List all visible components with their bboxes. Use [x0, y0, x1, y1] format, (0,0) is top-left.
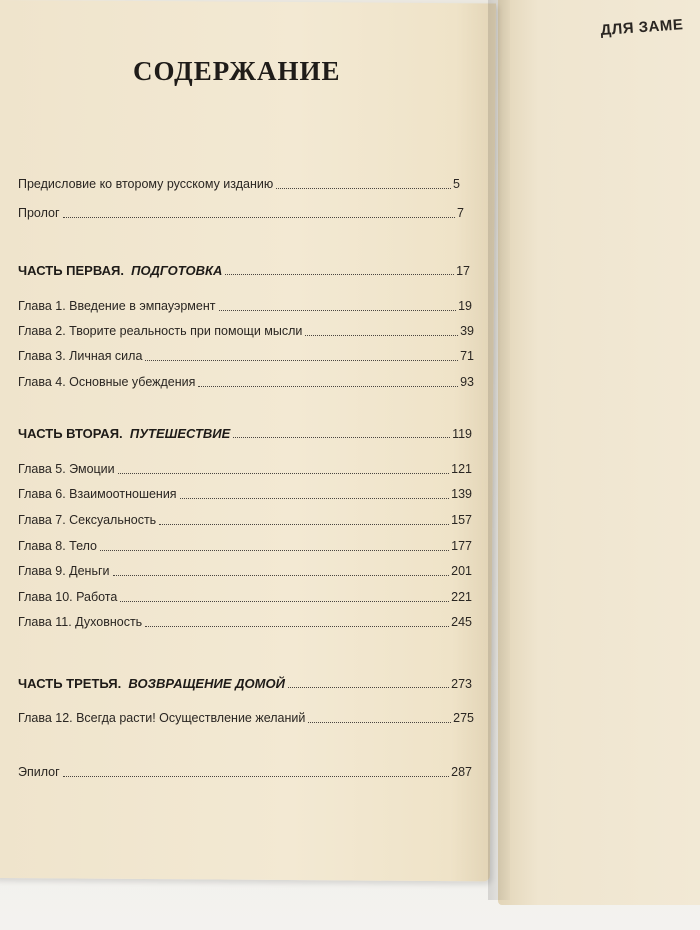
toc-entry-label: Глава 9. Деньги	[18, 564, 110, 578]
toc-entry-page: 139	[451, 487, 472, 501]
toc-entry-label: Глава 8. Тело	[18, 539, 97, 553]
part-title: ПОДГОТОВКА	[131, 263, 223, 278]
toc-entry-page: 17	[456, 263, 470, 278]
dot-leader	[63, 775, 449, 777]
toc-title: СОДЕРЖАНИЕ	[133, 56, 341, 86]
toc-entry-chapter-2	[18, 325, 474, 338]
toc-entry-chapter-1	[18, 300, 472, 313]
toc-entry-label: Глава 6. Взаимоотношения	[18, 487, 177, 501]
dot-leader	[225, 273, 454, 275]
toc-entry-label: Глава 5. Эмоции	[18, 462, 115, 476]
toc-part-two	[18, 427, 472, 440]
toc-entry-page: 157	[451, 513, 472, 527]
toc-entry-page: 201	[451, 564, 472, 578]
toc-entry-chapter-5	[18, 463, 472, 476]
toc-entry-chapter-9	[18, 565, 472, 578]
toc-entry-preface	[18, 178, 460, 191]
dot-leader	[120, 600, 449, 602]
dot-leader	[145, 359, 458, 361]
toc-entry-label: Глава 3. Личная сила	[18, 349, 143, 363]
toc-entry-page: 245	[451, 615, 472, 629]
toc-entry-label: Глава 4. Основные убеждения	[18, 375, 196, 389]
toc-entry-page: 5	[453, 177, 460, 191]
dot-leader	[100, 549, 449, 551]
toc-entry-prologue	[18, 207, 464, 220]
toc-entry-page: 121	[451, 462, 472, 476]
toc-entry-chapter-11	[18, 616, 472, 629]
toc-entry-label: Глава 10. Работа	[18, 590, 118, 604]
toc-entry-label: Пролог	[18, 206, 60, 220]
dot-leader	[276, 187, 451, 189]
toc-entry-page: 273	[451, 676, 472, 691]
toc-entry-label: Глава 1. Введение в эмпауэрмент	[18, 299, 216, 313]
part-number: ЧАСТЬ ТРЕТЬЯ.	[18, 676, 122, 691]
dot-leader	[63, 216, 455, 218]
toc-entry-chapter-7	[18, 514, 472, 527]
part-number: ЧАСТЬ ПЕРВАЯ.	[18, 263, 124, 278]
toc-entry-chapter-4	[18, 376, 474, 389]
dot-leader	[145, 625, 449, 627]
toc-entry-label: Глава 11. Духовность	[18, 615, 143, 629]
dot-leader	[233, 436, 450, 438]
toc-entry-chapter-6	[18, 488, 472, 501]
toc-part-label	[18, 264, 222, 277]
toc-entry-chapter-12	[18, 712, 474, 725]
toc-entry-chapter-3	[18, 350, 474, 363]
part-title: ВОЗВРАЩЕНИЕ ДОМОЙ	[128, 676, 285, 691]
right-page	[498, 0, 700, 905]
dot-leader	[305, 334, 458, 336]
toc-entry-page: 287	[451, 765, 472, 779]
part-title: ПУТЕШЕСТВИЕ	[129, 426, 231, 441]
book-gutter	[488, 0, 510, 900]
toc-entry-label: Глава 7. Сексуальность	[18, 513, 157, 527]
toc-entry-page: 7	[457, 206, 464, 220]
dot-leader	[159, 523, 449, 525]
dot-leader	[180, 497, 450, 499]
toc-entry-epilogue	[18, 766, 472, 779]
toc-entry-chapter-8	[18, 540, 472, 553]
part-number: ЧАСТЬ ВТОРАЯ.	[18, 426, 123, 441]
toc-entry-label: Глава 12. Всегда расти! Осуществление желаний	[18, 711, 306, 725]
dot-leader	[113, 574, 450, 576]
toc-entry-page: 39	[460, 324, 474, 338]
right-page-heading: ДЛЯ ЗАМЕ	[600, 16, 684, 39]
toc-entry-page: 221	[451, 590, 472, 604]
dot-leader	[219, 309, 457, 311]
dot-leader	[118, 472, 449, 474]
toc-entry-page: 177	[451, 539, 472, 553]
toc-part-label	[18, 677, 285, 690]
toc-entry-page: 19	[458, 299, 472, 313]
toc-part-label	[18, 427, 230, 440]
dot-leader	[198, 385, 458, 387]
toc-entry-chapter-10	[18, 591, 472, 604]
toc-entry-page: 275	[453, 711, 474, 725]
toc-entry-label: Глава 2. Творите реальность при помощи мысли	[18, 324, 303, 338]
toc-entry-page: 71	[460, 349, 474, 363]
toc-entry-label: Эпилог	[18, 765, 60, 779]
toc-entry-label: Предисловие ко второму русскому изданию	[18, 177, 274, 191]
toc-entry-page: 119	[452, 426, 472, 441]
dot-leader	[288, 686, 449, 688]
toc-part-three	[18, 677, 472, 690]
toc-entry-page: 93	[460, 375, 474, 389]
dot-leader	[308, 721, 451, 723]
toc-part-one	[18, 264, 470, 277]
